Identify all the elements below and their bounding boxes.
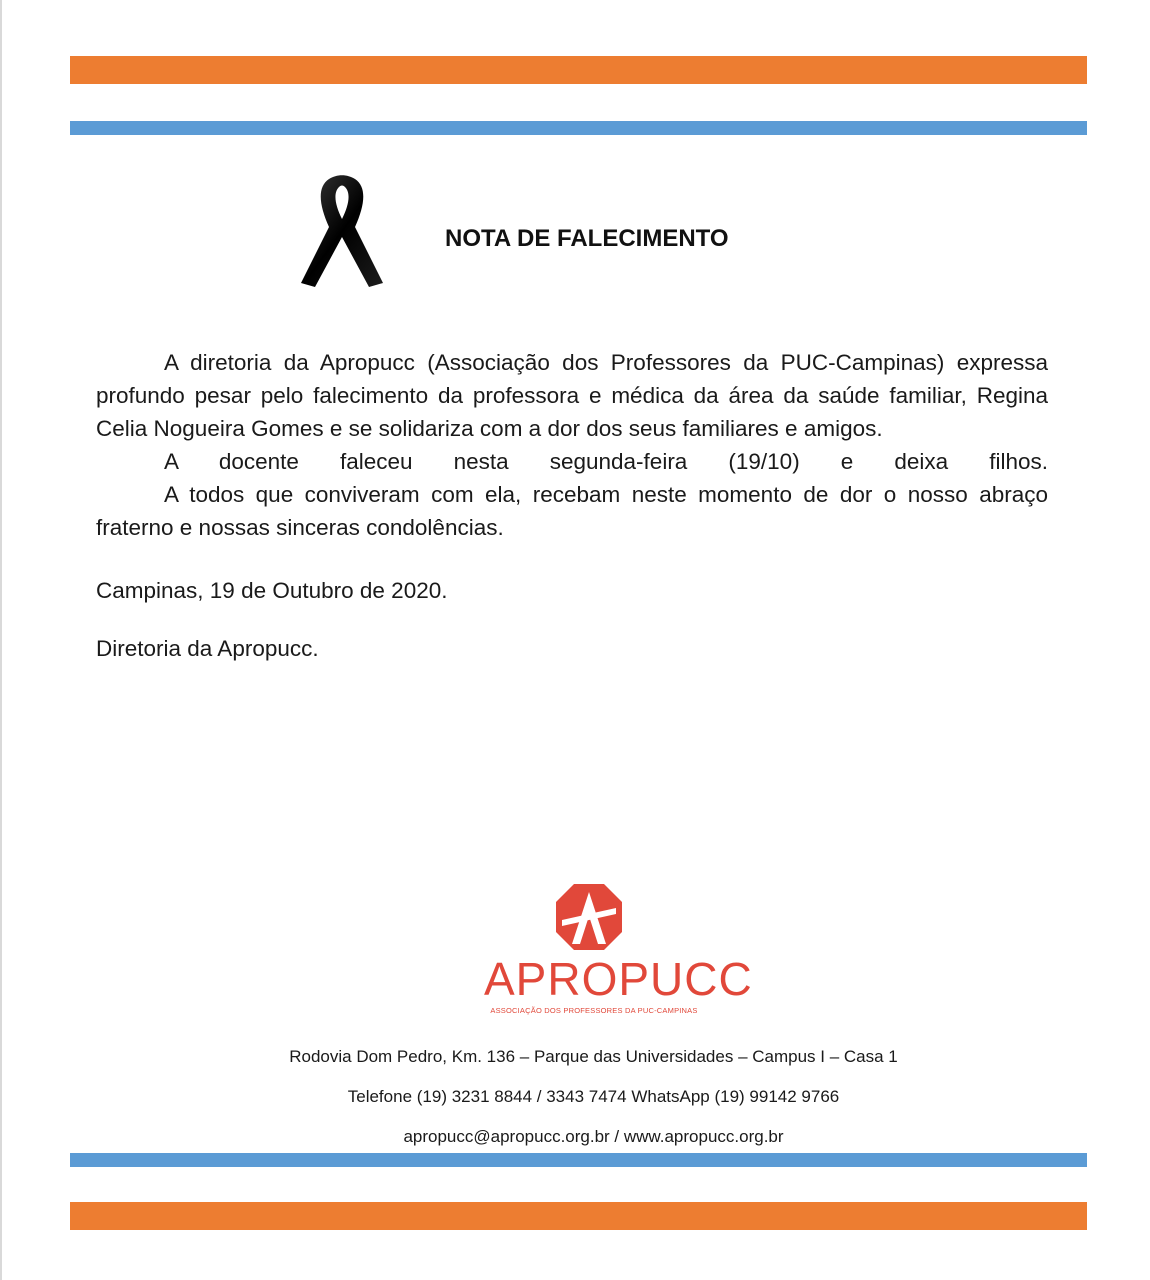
body-paragraph: A diretoria da Apropucc (Associação dos Professores da PUC-Campinas) expressa profundo pesar pelo falecimento da professora e médica da área da saúde familiar, Regina Celia Nogueira Gomes e se solidariza com a dor dos seus familiares e amigos. (96, 350, 1048, 441)
top-orange-bar (70, 56, 1087, 84)
logo-a-mark-icon (554, 882, 624, 952)
page-title: NOTA DE FALECIMENTO (445, 225, 729, 252)
top-blue-bar (70, 121, 1087, 135)
logo-subtitle: ASSOCIAÇÃO DOS PROFESSORES DA PUC-CAMPINAS (490, 1006, 698, 1015)
mourning-ribbon-icon (255, 165, 430, 295)
bottom-orange-bar (70, 1202, 1087, 1230)
footer-address: Rodovia Dom Pedro, Km. 136 – Parque das Universidades – Campus I – Casa 1 (289, 1047, 898, 1066)
footer-phone: Telefone (19) 3231 8844 / 3343 7474 WhatsApp (19) 99142 9766 (347, 1087, 840, 1106)
body-paragraph: A todos que conviveram com ela, recebam neste momento de dor o nosso abraço fraterno e nossas sinceras condolências. (96, 482, 1048, 540)
body-paragraph: A docente faleceu nesta segunda-feira (19/10) e deixa filhos. (164, 449, 1048, 474)
apropucc-logo (484, 882, 753, 1022)
bottom-blue-bar (70, 1153, 1087, 1167)
signature: Diretoria da Apropucc. (96, 636, 319, 661)
logo-name: APROPUCC (484, 953, 753, 1005)
date-line: Campinas, 19 de Outubro de 2020. (96, 578, 448, 603)
footer-contact: apropucc@apropucc.org.br / www.apropucc.org.br (403, 1127, 784, 1146)
notice-body (96, 346, 1048, 544)
